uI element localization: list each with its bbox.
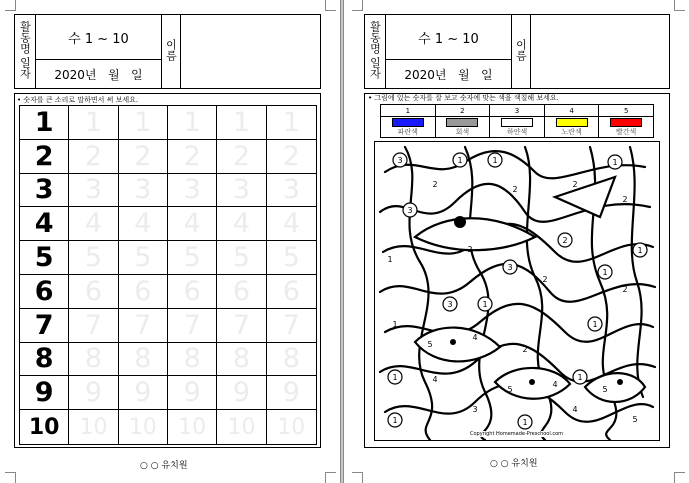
number-tracing-cell[interactable]: 9 [267, 376, 316, 410]
number-tracing-cell[interactable]: 1 [168, 106, 217, 140]
number-sample-cell: 9 [20, 376, 69, 410]
svg-text:1: 1 [492, 156, 498, 165]
color-legend [380, 104, 654, 138]
legend-color-name: 하얀색 [506, 128, 528, 136]
topic-cell [36, 15, 162, 60]
page-corner-mark [674, 472, 685, 483]
number-tracing-cell[interactable]: 2 [267, 140, 316, 174]
svg-text:1: 1 [457, 156, 463, 165]
legend-color-swatch [446, 118, 478, 127]
svg-text:1: 1 [592, 320, 598, 329]
svg-text:3: 3 [472, 405, 478, 414]
number-tracing-cell[interactable]: 10 [277, 414, 306, 440]
number-tracing-cell[interactable]: 8 [119, 343, 168, 377]
page-corner-mark [674, 0, 685, 11]
number-tracing-cell[interactable]: 4 [168, 207, 217, 241]
number-tracing-cell[interactable]: 5 [69, 241, 118, 275]
number-tracing-cell[interactable]: 1 [267, 106, 316, 140]
number-tracing-cell[interactable]: 6 [168, 275, 217, 309]
svg-text:3: 3 [507, 263, 513, 272]
color-by-number-picture [374, 141, 660, 441]
topic-cell [386, 15, 512, 60]
topic: 수 1 ~ 10 [418, 31, 479, 47]
number-sample-cell: 4 [20, 207, 69, 241]
number-tracing-cell[interactable]: 9 [119, 376, 168, 410]
number-tracing-cell[interactable]: 6 [119, 275, 168, 309]
legend-color-name: 회색 [455, 128, 470, 136]
number-tracing-cell[interactable]: 10 [119, 410, 168, 444]
legend-color-swatch [556, 118, 588, 127]
number-tracing-grid [19, 105, 317, 445]
legend-color-cell [544, 117, 599, 138]
legend-number: 3 [490, 105, 545, 117]
svg-text:1: 1 [392, 320, 398, 329]
number-tracing-cell[interactable]: 9 [168, 376, 217, 410]
svg-text:4: 4 [572, 405, 578, 414]
number-tracing-cell[interactable]: 8 [168, 343, 217, 377]
number-tracing-cell[interactable]: 9 [69, 376, 118, 410]
svg-text:2: 2 [622, 195, 628, 204]
svg-text:1: 1 [612, 158, 618, 167]
legend-color-swatch [501, 118, 533, 127]
date-cell [36, 60, 162, 89]
page-corner-mark [352, 472, 363, 483]
number-tracing-cell[interactable]: 1 [119, 106, 168, 140]
svg-text:1: 1 [392, 373, 398, 382]
svg-text:2: 2 [572, 180, 578, 189]
legend-number: 4 [544, 105, 599, 117]
header-vertical-label [15, 15, 36, 89]
legend-number: 5 [599, 105, 654, 117]
number-sample-cell: 5 [20, 241, 69, 275]
svg-text:1: 1 [482, 300, 488, 309]
number-tracing-cell[interactable]: 3 [168, 174, 217, 208]
fish-coloring-drawing [375, 142, 659, 440]
name-label-cell [162, 15, 181, 89]
svg-text:1: 1 [577, 373, 583, 382]
right-page [344, 0, 689, 483]
svg-text:3: 3 [407, 206, 413, 215]
legend-color-name: 파란색 [397, 128, 418, 136]
legend-color-cell [381, 117, 436, 138]
page-corner-mark [5, 0, 16, 11]
number-tracing-cell[interactable]: 2 [168, 140, 217, 174]
svg-text:1: 1 [392, 416, 398, 425]
legend-color-cell [599, 117, 654, 138]
svg-text:2: 2 [562, 236, 568, 245]
svg-text:5: 5 [632, 415, 638, 424]
number-tracing-cell[interactable]: 5 [119, 241, 168, 275]
number-tracing-cell[interactable]: 8 [217, 343, 266, 377]
page-corner-mark [5, 472, 16, 483]
svg-text:5: 5 [602, 385, 608, 394]
number-tracing-cell[interactable]: 7 [217, 309, 266, 343]
legend-color-cell [490, 117, 545, 138]
number-tracing-cell[interactable]: 8 [69, 343, 118, 377]
number-tracing-cell[interactable]: 6 [69, 275, 118, 309]
svg-text:4: 4 [432, 375, 438, 384]
number-tracing-cell[interactable]: 10 [69, 410, 118, 444]
number-tracing-cell[interactable]: 10 [168, 410, 217, 444]
number-tracing-cell[interactable]: 9 [217, 376, 266, 410]
name-label: 이름 [164, 38, 178, 61]
legend-color-name: 빨간색 [616, 128, 637, 136]
svg-text:4: 4 [552, 380, 558, 389]
number-tracing-cell[interactable]: 1 [217, 106, 266, 140]
number-tracing-cell[interactable]: 4 [217, 207, 266, 241]
legend-number: 2 [435, 105, 490, 117]
legend-color-cell [435, 117, 490, 138]
svg-text:1: 1 [522, 418, 528, 427]
number-tracing-cell[interactable]: 5 [168, 241, 217, 275]
number-tracing-cell[interactable]: 7 [267, 309, 316, 343]
number-tracing-cell[interactable]: 6 [267, 275, 316, 309]
name-label: 이름 [514, 38, 528, 61]
number-sample-cell: 10 [20, 410, 69, 444]
svg-text:2: 2 [467, 245, 473, 254]
number-sample-cell: 1 [20, 106, 69, 140]
date-value: 2020년 월 일 [404, 67, 493, 82]
number-sample-cell: 6 [20, 275, 69, 309]
number-tracing-cell[interactable]: 6 [217, 275, 266, 309]
number-tracing-cell[interactable]: 2 [217, 140, 266, 174]
number-tracing-cell[interactable]: 2 [119, 140, 168, 174]
topic: 수 1 ~ 10 [68, 31, 129, 47]
svg-text:3: 3 [397, 156, 403, 165]
header-table [14, 14, 321, 89]
activity-label: 활동명 [18, 21, 32, 54]
number-tracing-cell[interactable]: 3 [69, 174, 118, 208]
svg-text:2: 2 [542, 275, 548, 284]
date-label: 일자 [18, 57, 32, 79]
svg-text:1: 1 [602, 268, 608, 277]
activity-label: 활동명 [368, 21, 382, 54]
number-sample-cell: 2 [20, 140, 69, 174]
svg-text:2: 2 [512, 185, 518, 194]
kindergarten-name: ○ ○ 유치원 [490, 459, 538, 469]
copyright-text: Copyright Homemade-Preschool.com [470, 431, 564, 437]
name-field[interactable] [181, 15, 321, 89]
svg-text:2: 2 [622, 285, 628, 294]
instruction-text: • 숫자를 큰 소리로 말하면서 써 보세요. [17, 96, 139, 104]
instruction-text: • 그림에 있는 숫자를 잘 보고 숫자에 맞는 색을 색칠해 보세요. [368, 94, 559, 102]
svg-text:1: 1 [387, 255, 393, 264]
date-cell [386, 60, 512, 89]
svg-text:3: 3 [447, 300, 453, 309]
number-tracing-cell[interactable]: 8 [267, 343, 316, 377]
number-tracing-cell[interactable]: 1 [69, 106, 118, 140]
header-table [364, 14, 670, 89]
svg-text:5: 5 [427, 340, 433, 349]
name-label-cell [512, 15, 531, 89]
date-value: 2020년 월 일 [54, 67, 143, 82]
legend-color-swatch [392, 118, 424, 127]
number-sample-cell: 8 [20, 343, 69, 377]
legend-color-swatch [610, 118, 642, 127]
svg-text:1: 1 [637, 246, 643, 255]
number-tracing-cell[interactable]: 5 [217, 241, 266, 275]
svg-text:4: 4 [472, 333, 478, 342]
legend-number: 1 [381, 105, 436, 117]
number-tracing-cell[interactable]: 3 [267, 174, 316, 208]
header-vertical-label [365, 15, 386, 89]
number-tracing-cell[interactable]: 7 [119, 309, 168, 343]
page-corner-mark [325, 472, 336, 483]
kindergarten-name: ○ ○ 유치원 [140, 461, 188, 471]
name-field[interactable] [531, 15, 670, 89]
number-tracing-cell[interactable]: 2 [69, 140, 118, 174]
number-sample-cell: 3 [20, 174, 69, 208]
left-page [0, 0, 340, 483]
svg-text:2: 2 [522, 345, 528, 354]
svg-text:5: 5 [507, 385, 513, 394]
date-label: 일자 [368, 57, 382, 79]
page-corner-mark [325, 0, 336, 11]
number-tracing-cell[interactable]: 7 [69, 309, 118, 343]
number-tracing-cell[interactable]: 5 [267, 241, 316, 275]
page-corner-mark [352, 0, 363, 11]
number-tracing-cell[interactable]: 4 [119, 207, 168, 241]
number-tracing-cell[interactable]: 3 [119, 174, 168, 208]
number-sample-cell: 7 [20, 309, 69, 343]
number-tracing-cell[interactable]: 4 [267, 207, 316, 241]
svg-text:2: 2 [432, 180, 438, 189]
number-tracing-cell[interactable]: 3 [217, 174, 266, 208]
number-tracing-cell[interactable]: 7 [168, 309, 217, 343]
number-tracing-cell[interactable]: 4 [69, 207, 118, 241]
legend-color-name: 노란색 [561, 128, 582, 136]
number-tracing-cell[interactable]: 10 [217, 410, 266, 444]
